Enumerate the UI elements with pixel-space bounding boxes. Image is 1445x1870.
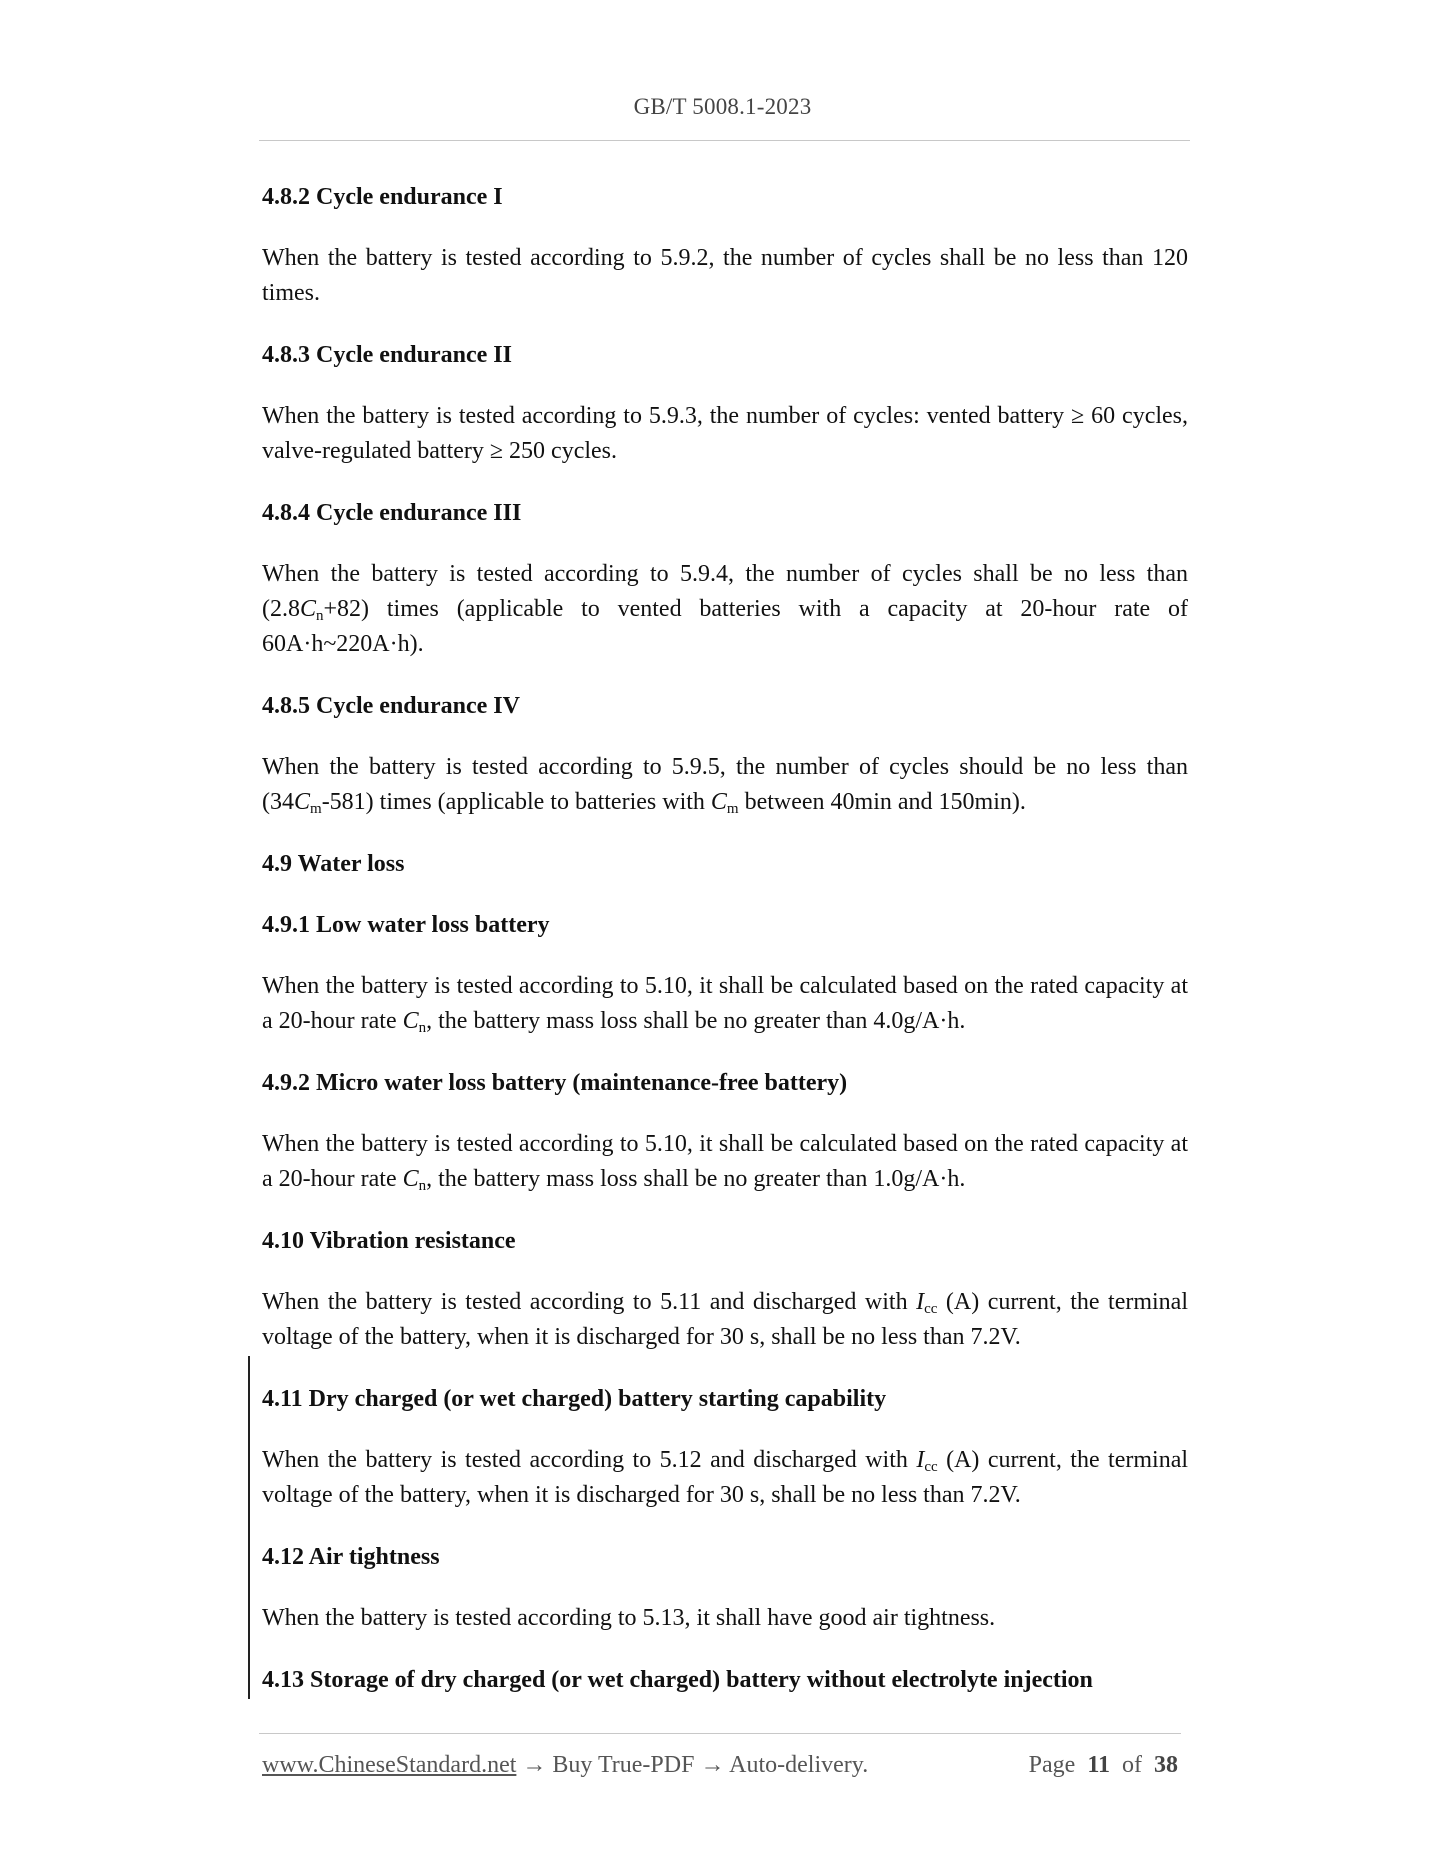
site-link[interactable]: www.ChineseStandard.net — [262, 1752, 517, 1778]
heading-4-8-2: 4.8.2 Cycle endurance I — [262, 184, 503, 210]
subscript: cc — [924, 1459, 938, 1475]
paragraph-4-8-3: When the battery is tested according to 5.9.3, the number of cycles: vented battery ≥ 60 cycles, valve-regulated battery ≥ 250 cycles. — [262, 403, 1188, 464]
symbol-i: I — [916, 1289, 925, 1315]
symbol-c: C — [402, 1008, 419, 1034]
text-run: When the battery is tested according to 5.12 and discharged with — [262, 1447, 917, 1473]
paragraph-4-8-4 — [262, 557, 1188, 662]
subscript: m — [726, 801, 739, 817]
symbol-c: C — [300, 596, 317, 622]
arrow-right-icon: → — [516, 1752, 553, 1778]
heading-4-13: 4.13 Storage of dry charged (or wet charged) battery without electrolyte injection — [262, 1667, 1093, 1693]
arrow-right-icon: → — [694, 1752, 730, 1778]
revision-change-bar — [248, 1356, 250, 1699]
text-run: (A) current, the terminal voltage of the battery, when it is discharged for 30 s, shall be no less than 7.2V. — [262, 1447, 1189, 1508]
heading-4-12: 4.12 Air tightness — [262, 1544, 440, 1570]
text-run: -581) times (applicable to batteries with — [321, 789, 711, 815]
buy-label: Buy True-PDF — [552, 1752, 695, 1778]
text-run: When the battery is tested according to 5.10, it shall be calculated based on the rated capacity at a 20-hour rate — [262, 1131, 1188, 1192]
text-run: (A) current, the terminal voltage of the battery, when it is discharged for 30 s, shall be no less than 7.2V. — [262, 1289, 1189, 1350]
paragraph-4-12: When the battery is tested according to 5.13, it shall have good air tightness. — [262, 1605, 996, 1631]
subscript: n — [316, 608, 324, 624]
paragraph-4-10 — [262, 1285, 1188, 1355]
paragraph-4-11 — [262, 1443, 1188, 1513]
paragraph-4-9-1 — [262, 969, 1188, 1039]
text-run: +82) times (applicable to vented batteries with a capacity at 20-hour rate of 60A·h~220A·h). — [262, 596, 1188, 657]
paragraph-4-8-2: When the battery is tested according to 5.9.2, the number of cycles shall be no less than 120 times. — [262, 245, 1188, 306]
page-footer — [262, 1752, 1180, 1786]
heading-4-9-2: 4.9.2 Micro water loss battery (maintenance-free battery) — [262, 1070, 848, 1096]
paragraph-4-9-2 — [262, 1127, 1188, 1197]
page-label: Page — [1028, 1752, 1076, 1778]
text-run: When the battery is tested according to 5.10, it shall be calculated based on the rated capacity at a 20-hour rate — [262, 973, 1188, 1034]
subscript: m — [310, 801, 322, 817]
of-label: of — [1122, 1752, 1142, 1778]
text-run: , the battery mass loss shall be no greater than 4.0g/A·h. — [426, 1008, 966, 1034]
symbol-i: I — [916, 1447, 925, 1473]
heading-4-9-1: 4.9.1 Low water loss battery — [262, 912, 550, 938]
text-run: , the battery mass loss shall be no greater than 1.0g/A·h. — [426, 1166, 966, 1192]
document-code: GB/T 5008.1-2023 — [633, 94, 812, 119]
subscript: cc — [924, 1301, 938, 1317]
heading-4-10: 4.10 Vibration resistance — [262, 1228, 516, 1254]
text-run: When the battery is tested according to 5.9.5, the number of cycles should be no less than (34 — [262, 754, 1188, 815]
page-total: 38 — [1154, 1752, 1178, 1778]
heading-4-9: 4.9 Water loss — [262, 851, 405, 877]
document-body — [262, 180, 1188, 1724]
footer-divider — [259, 1733, 1181, 1734]
heading-4-8-3: 4.8.3 Cycle endurance II — [262, 342, 512, 368]
symbol-c: C — [402, 1166, 419, 1192]
heading-4-8-4: 4.8.4 Cycle endurance III — [262, 500, 522, 526]
delivery-label: Auto-delivery. — [729, 1752, 869, 1778]
subscript: n — [418, 1178, 427, 1194]
text-run: When the battery is tested according to 5.11 and discharged with — [262, 1289, 917, 1315]
footer-promo — [262, 1752, 868, 1779]
text-run: between 40min and 150min). — [738, 789, 1026, 815]
page-number: 11 — [1087, 1752, 1110, 1778]
heading-4-11: 4.11 Dry charged (or wet charged) battery starting capability — [262, 1386, 887, 1412]
heading-4-8-5: 4.8.5 Cycle endurance IV — [262, 693, 520, 719]
text-run: When the battery is tested according to 5.9.4, the number of cycles shall be no less than (2.8 — [262, 561, 1188, 622]
symbol-c: C — [294, 789, 311, 815]
page-indicator — [1029, 1752, 1178, 1779]
paragraph-4-8-5 — [262, 750, 1188, 820]
symbol-c: C — [710, 789, 727, 815]
subscript: n — [418, 1020, 427, 1036]
header-divider — [259, 140, 1190, 141]
